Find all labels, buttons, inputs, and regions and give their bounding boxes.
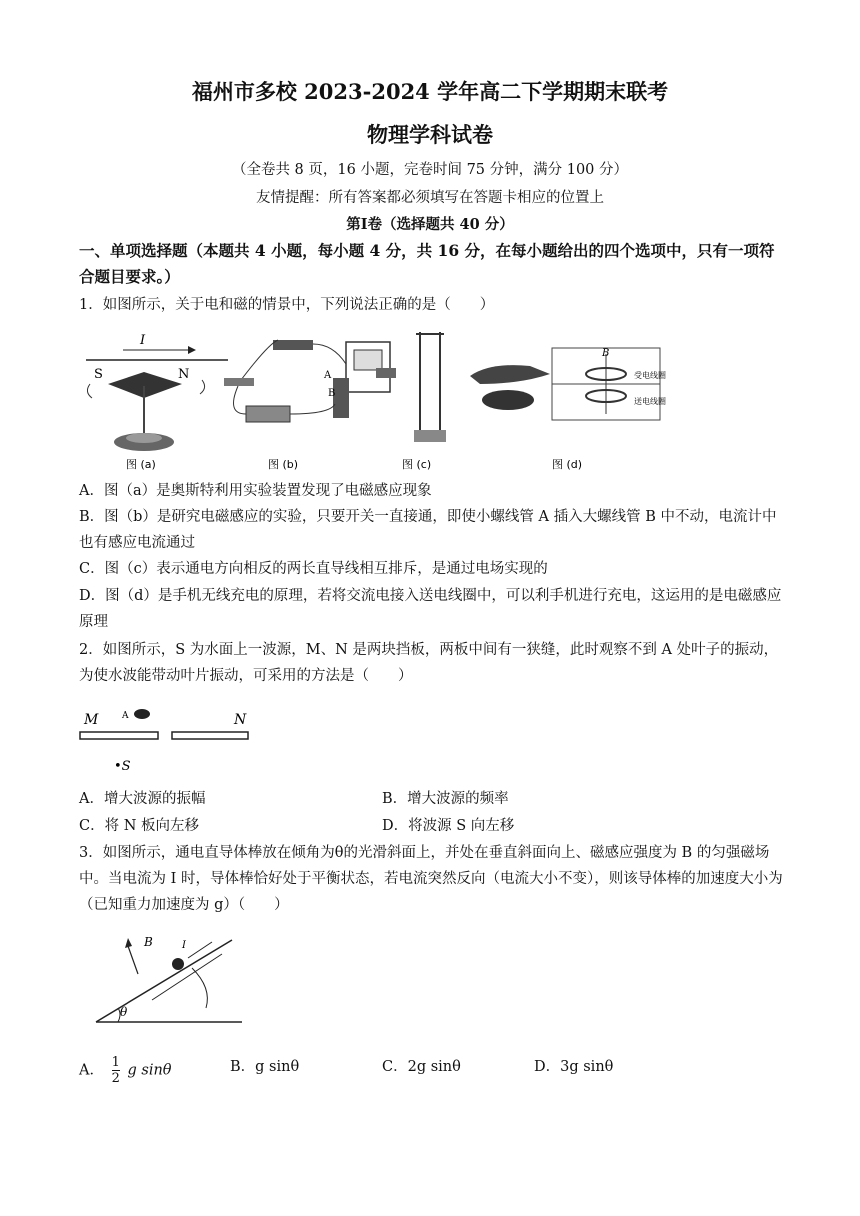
fraction-denominator: 2 (111, 1071, 120, 1086)
leaf-icon (134, 709, 150, 719)
q1-stem: 1．如图所示，关于电和磁的情景中，下列说法正确的是（ ） (79, 297, 495, 313)
fig-c-diagram (402, 332, 446, 471)
exam-info: （全卷共 8 页，16 小题，完卷时间 75 分钟，满分 100 分） (231, 162, 629, 178)
q3-b-label: B (144, 935, 153, 949)
fig-b-diagram (224, 340, 396, 471)
exam-subject: 物理学科试卷 (367, 122, 493, 147)
fig-a-s-label: S (94, 367, 103, 382)
part-heading: 第Ⅰ卷（选择题共 40 分） (346, 216, 514, 233)
q3-stem: 3．如图所示，通电直导体棒放在倾角为θ的光滑斜面上，并处在垂直斜面向上、磁感应强度为 B 的匀强磁场中。当电流为 I 时，导体棒恰好处于平衡状态，若电流突然反向（电流大小不变），则该导体棒的加速度大小为（已知重力加速度为 g）（ ） (79, 845, 783, 913)
exam-title: 福州市多校 2023-2024 学年高二下学期期末联考 (191, 79, 669, 104)
q3-i-label: I (182, 940, 186, 951)
fig-b-caption: 图 (b) (268, 458, 299, 471)
q2-stem: 2．如图所示，S 为水面上一波源，M、N 是两块挡板，两板中间有一狭缝，此时观察不到 A 处叶子的振动，为使水波能带动叶片振动，可采用的方法是（ ） (79, 642, 779, 684)
q2-option-a: A．增大波源的振幅 (79, 791, 206, 807)
fraction (112, 1055, 120, 1086)
fig-d-b-label: B (602, 348, 610, 359)
q1-figures (78, 326, 668, 472)
fig-d-recv-label: 受电线圈 (634, 371, 666, 380)
fig-d-diagram (470, 348, 666, 471)
fig-c-caption: 图 (c) (402, 458, 432, 471)
plate-n (172, 732, 248, 739)
fraction-numerator: 1 (111, 1055, 120, 1070)
q1-option-d: D．图（d）是手机无线充电的原理，若将交流电接入送电线圈中，可以利手机进行充电，这运用的是电磁感应原理 (79, 588, 782, 630)
q2-option-b: B．增大波源的频率 (382, 791, 509, 807)
q1-option-c: C．图（c）表示通电方向相反的两长直导线相互排斥，是通过电场实现的 (79, 561, 548, 577)
q3-option-c: C．2g sinθ (382, 1059, 461, 1075)
section-heading: 一、单项选择题（本题共 4 小题，每小题 4 分，共 16 分，在每小题给出的四个选项中，只有一项符合题目要求。） (79, 241, 775, 286)
q3-option-d: D．3g sinθ (534, 1059, 614, 1075)
exam-reminder: 友情提醒：所有答案都必须填写在答题卡相应的位置上 (256, 190, 604, 206)
q3-option-a-expr: g sinθ (127, 1062, 172, 1079)
q3-option-b: B．g sinθ (230, 1059, 300, 1075)
q1-option-b: B．图（b）是研究电磁感应的实验，只要开关一直接通，即使小螺线管 A 插入大螺线管 B 中不动，电流计中也有感应电流通过 (79, 509, 777, 551)
q3-option-a (79, 1055, 172, 1086)
q3-option-a-prefix: A． (79, 1062, 104, 1079)
q2-a-label: A (122, 711, 129, 721)
fig-b-a-label: A (324, 370, 332, 381)
q3-figure (92, 924, 252, 1028)
fig-d-send-label: 送电线圈 (634, 397, 666, 406)
q2-option-d: D．将波源 S 向左移 (382, 818, 515, 834)
q2-figure (78, 704, 258, 780)
fig-a-caption: 图 (a) (126, 458, 156, 471)
fig-a-diagram (86, 333, 228, 471)
fig-a-n-label: N (178, 367, 190, 382)
q2-m-label: M (84, 712, 99, 728)
q1-option-a: A．图（a）是奥斯特利用实验装置发现了电磁感应现象 (79, 483, 432, 499)
fig-d-caption: 图 (d) (552, 458, 583, 471)
conductor-rod (172, 958, 184, 970)
q3-theta-label: θ (120, 1005, 128, 1019)
fig-a-current-label: I (140, 333, 146, 348)
fig-b-b-label: B (328, 388, 336, 399)
q2-s-label: •S (114, 759, 131, 774)
plate-m (80, 732, 158, 739)
q2-option-c: C．将 N 板向左移 (79, 818, 199, 834)
q2-n-label: N (234, 712, 247, 728)
